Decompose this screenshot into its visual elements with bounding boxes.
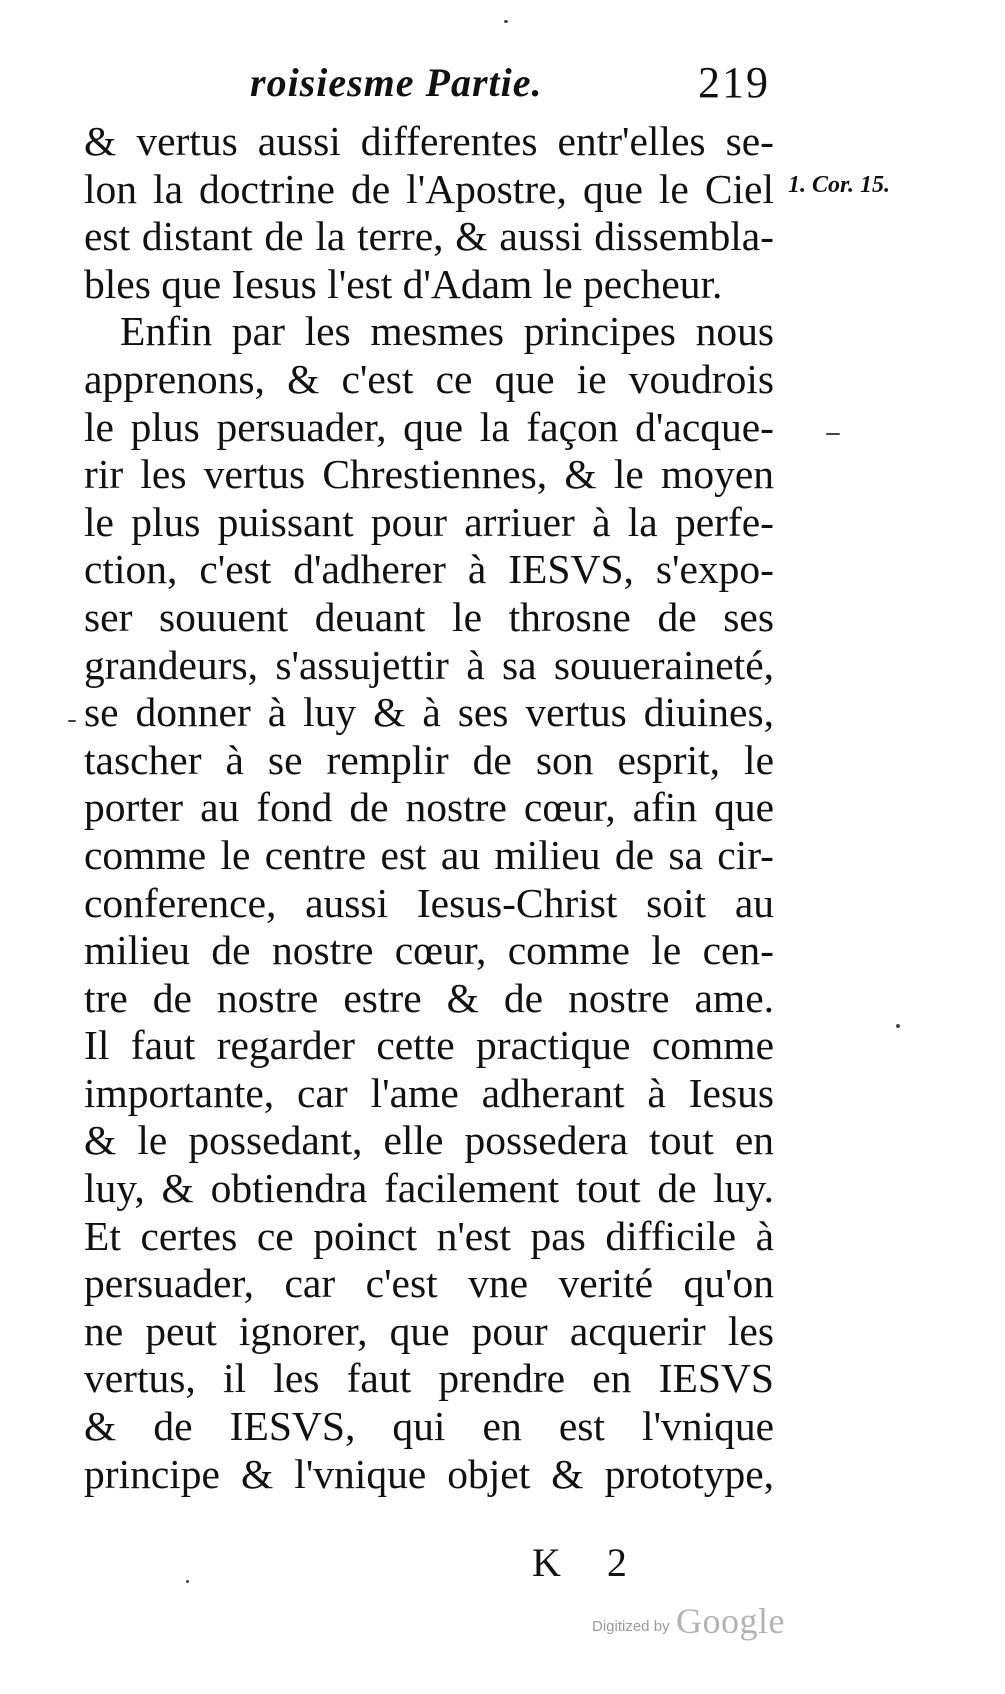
page-header [250,48,770,118]
text-line: & de IESVS, qui en est l'vnique [84,1403,774,1450]
text-line: ser souuent deuant le throsne de ses [84,593,774,640]
text-line: Et certes ce poinct n'est pas difficile à [84,1212,774,1259]
text-line: apprenons, & c'est ce que ie voudrois [84,355,774,402]
text-line: Enfin par les mesmes principes nous [120,308,774,355]
ink-speck [68,720,76,722]
text-line: est distant de la terre, & aussi dissembla- [84,213,774,260]
body-text [84,118,774,1498]
text-line: luy, & obtiendra facilement tout de luy. [84,1165,774,1212]
text-line: principe & l'vnique objet & prototype, [84,1450,774,1497]
text-line: se donner à luy & à ses vertus diuines, [84,689,774,736]
text-line: ction, c'est d'adherer à IESVS, s'expo- [84,546,774,593]
ink-speck [186,1580,189,1583]
ink-speck [504,20,508,23]
text-line: milieu de nostre cœur, comme le cen- [84,927,774,974]
text-line: ne peut ignorer, que pour acquerir les [84,1307,774,1354]
text-line: le plus persuader, que la façon d'acque- [84,403,774,450]
watermark-prefix: Digitized by [592,1618,670,1635]
margin-note: 1. Cor. 15. [788,172,891,198]
text-line: grandeurs, s'assujettir à sa souueraineté, [84,641,774,688]
text-line: rir les vertus Chrestiennes, & le moyen [84,451,774,498]
ink-speck [826,433,840,435]
ink-speck [896,1024,900,1028]
signature-mark: K 2 [532,1540,645,1585]
text-line: importante, car l'ame adherant à Iesus [84,1069,774,1116]
text-line: Il faut regarder cette practique comme [84,1022,774,1069]
text-line: conference, aussi Iesus-Christ soit au [84,879,774,926]
text-line: vertus, il les faut prendre en IESVS [84,1355,774,1402]
digitized-watermark [592,1602,822,1642]
watermark-brand: Google [676,1601,785,1641]
text-line: tascher à se remplir de son esprit, le [84,736,774,783]
text-line: lon la doctrine de l'Apostre, que le Ciel [84,165,774,212]
page-number: 219 [698,58,770,107]
text-line: & le possedant, elle possedera tout en [84,1117,774,1164]
text-line: porter au fond de nostre cœur, afin que [84,784,774,831]
text-line: & vertus aussi differentes entr'elles se- [84,118,774,164]
text-line: comme le centre est au milieu de sa cir- [84,831,774,878]
text-line: tre de nostre estre & de nostre ame. [84,974,774,1021]
text-line: bles que Iesus l'est d'Adam le pecheur. [84,260,723,307]
text-line: le plus puissant pour arriuer à la perfe- [84,498,774,545]
text-line: persuader, car c'est vne verité qu'on [84,1260,774,1307]
running-head: roisiesme Partie. [250,60,543,105]
